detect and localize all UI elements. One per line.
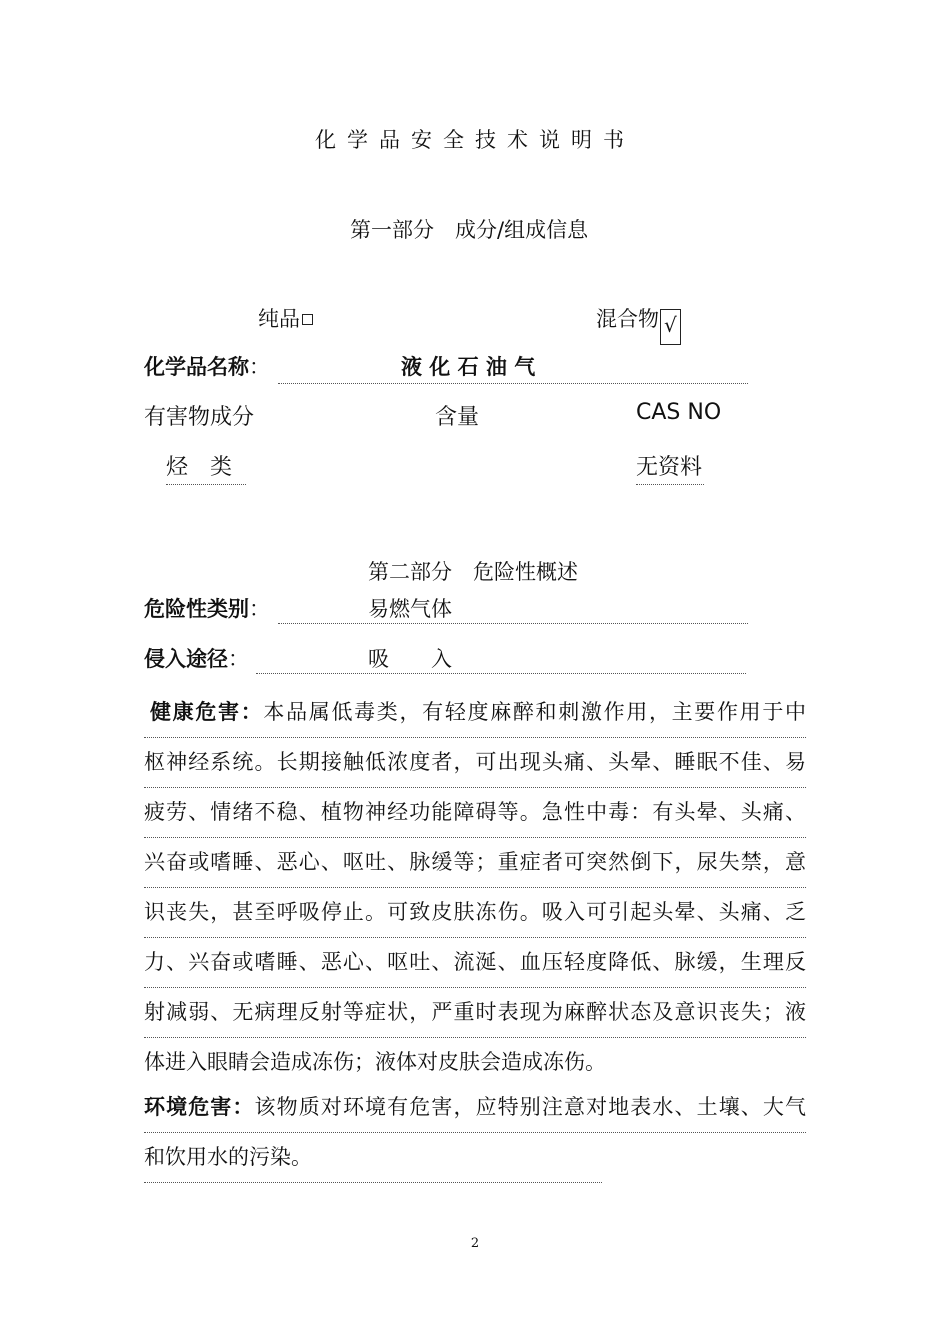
route-value: 吸 入 <box>368 647 452 671</box>
part2-heading: 第二部分 危险性概述 <box>368 560 578 584</box>
environment-line: 环境危害：该物质对环境有危害，应特别注意对地表水、土壤、大气 <box>144 1083 806 1133</box>
health-line: 兴奋或嗜睡、恶心、呕吐、脉缓等；重症者可突然倒下，尿失禁，意 <box>144 838 806 888</box>
health-line: 枢神经系统。长期接触低浓度者，可出现头痛、头晕、睡眠不佳、易 <box>144 738 806 788</box>
route-label: 侵入途径 <box>144 647 228 671</box>
health-line: 健康危害：本品属低毒类，有轻度麻醉和刺激作用，主要作用于中 <box>144 688 806 738</box>
mixture-label: 混合物 <box>596 307 659 331</box>
route-row <box>144 643 249 673</box>
hazard-class-row <box>144 593 270 623</box>
column-cas: CAS NO <box>636 400 722 425</box>
environment-line: 和饮用水的污染。 <box>144 1133 602 1183</box>
health-line: 射减弱、无病理反射等症状，严重时表现为麻醉状态及意识丧失；液 <box>144 988 806 1038</box>
health-line: 识丧失，甚至呼吸停止。可致皮肤冻伤。吸入可引起头晕、头痛、乏 <box>144 888 806 938</box>
route-colon: ： <box>228 647 249 671</box>
health-hazard-paragraph <box>144 688 806 1088</box>
pure-product-label: 纯品 <box>258 307 300 331</box>
environment-hazard-paragraph <box>144 1083 806 1183</box>
column-content: 含量 <box>435 405 480 430</box>
column-component: 有害物成分 <box>144 405 255 430</box>
component-value: 烃 类 <box>166 450 246 485</box>
hazard-class-value: 易燃气体 <box>368 597 452 621</box>
health-line: 疲劳、情绪不稳、植物神经功能障碍等。急性中毒：有头晕、头痛、 <box>144 788 806 838</box>
mixture-check-icon: √ <box>660 309 681 345</box>
hazard-class-label: 危险性类别 <box>144 597 249 621</box>
pure-product-option <box>258 303 313 333</box>
hazard-class-colon: ： <box>249 597 270 621</box>
pure-product-checkbox <box>302 314 313 325</box>
chemical-name-row <box>144 351 270 381</box>
hazard-class-underline <box>278 590 748 624</box>
page-number: 2 <box>470 1236 480 1251</box>
environment-hazard-label: 环境危害： <box>144 1095 255 1119</box>
health-hazard-label: 健康危害： <box>150 700 264 724</box>
health-line: 体进入眼睛会造成冻伤；液体对皮肤会造成冻伤。 <box>144 1050 606 1074</box>
route-underline <box>256 640 746 674</box>
mixture-option <box>596 303 681 345</box>
part1-heading: 第一部分 成分/组成信息 <box>350 218 589 242</box>
chemical-name-value: 液 化 石 油 气 <box>401 355 536 379</box>
chemical-name-colon: ： <box>249 355 270 379</box>
health-line: 力、兴奋或嗜睡、恶心、呕吐、流涎、血压轻度降低、脉缓，生理反 <box>144 938 806 988</box>
chemical-name-label: 化学品名称 <box>144 355 249 379</box>
document-title: 化学品安全技术说明书 <box>315 128 635 152</box>
cas-value: 无资料 <box>636 450 704 485</box>
